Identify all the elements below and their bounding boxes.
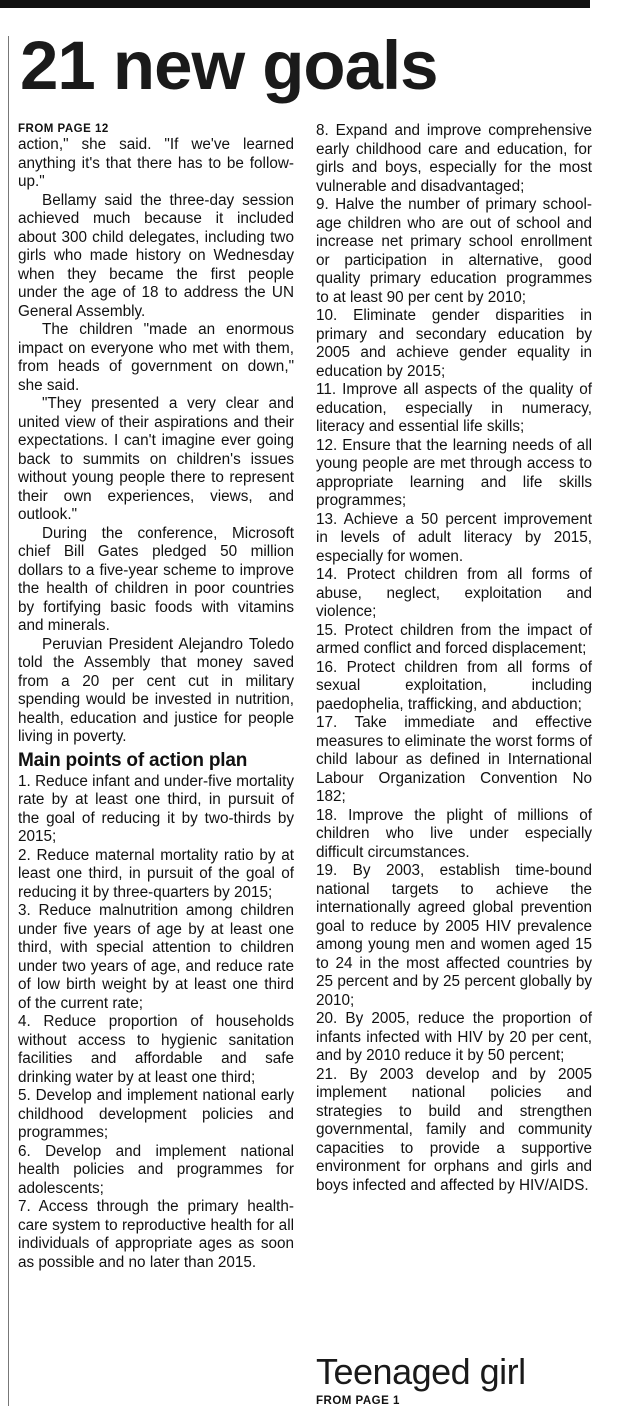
- action-point: 13. Achieve a 50 percent improvement in levels of adult literacy by 2015, especially for women.: [316, 510, 592, 565]
- article-paragraph: During the conference, Microsoft chief Bill Gates pledged 50 million dollars to a five-year scheme to improve the health of children in poor countries by fortifying basic foods with vitamins and minerals.: [18, 524, 294, 634]
- article-paragraph: "They presented a very clear and united view of their aspirations and their expectations. I can't imagine ever going back to summits on children's issues without young people there to represent their own experiences, views, and outlook.": [18, 395, 294, 523]
- action-point: 5. Develop and implement national early childhood development policies and programmes;: [18, 1087, 294, 1141]
- action-point: 20. By 2005, reduce the proportion of infants infected with HIV by 20 per cent, and by 2010 reduce it by 50 percent;: [316, 1010, 592, 1064]
- action-point: 3. Reduce malnutrition among children under five years of age by at least one third, with special attention to children under two years of age, and reduce rate of low birth weight by at least one third of the current rate;: [18, 902, 294, 1012]
- action-point: 12. Ensure that the learning needs of all young people are met through access to appropriate learning and life skills programmes;: [316, 436, 592, 509]
- action-point: 10. Eliminate gender disparities in primary and secondary education by 2005 and achieve gender equality in education by 2015;: [316, 307, 592, 380]
- action-point: 9. Halve the number of primary school-age children who are out of school and increase net primary school enrollment or participation in alternative, good quality primary education programmes to at least 90 per cent by 2010;: [316, 196, 592, 306]
- action-point: 11. Improve all aspects of the quality of education, especially in numeracy, literacy and essential life skills;: [316, 381, 592, 435]
- headline: 21 new goals: [20, 27, 438, 104]
- next-article-jump-label: FROM PAGE 1: [316, 1395, 400, 1407]
- action-point: 1. Reduce infant and under-five mortality rate by at least one third, in pursuit of the goal of reducing it by two-thirds by 2015;: [18, 772, 294, 845]
- action-point: 4. Reduce proportion of households without access to hygienic sanitation facilities and affordable and safe drinking water by at least one third;: [18, 1013, 294, 1086]
- left-column: [18, 122, 294, 1272]
- action-point: 18. Improve the plight of millions of children who live under especially difficult circumstances.: [316, 806, 592, 861]
- right-column: [316, 122, 592, 1195]
- action-point: 21. By 2003 develop and by 2005 implement national policies and strategies to build and strengthen governmental, family and community capacities to provide a supportive environment for orphans and girls and boys infected and affected by HIV/AIDS.: [316, 1065, 592, 1194]
- next-article-headline: Teenaged girl: [316, 1351, 526, 1392]
- article-paragraph: Bellamy said the three-day session achieved much because it included about 300 child delegates, including two girls who made history on Wednesday when they became the first people under the age of 18 to address the UN General Assembly.: [18, 191, 294, 320]
- article-paragraph: action," she said. "If we've learned anything it's that there has to be follow-up.": [18, 136, 294, 190]
- action-point: 17. Take immediate and effective measures to eliminate the worst forms of child labour as defined in International Labour Organization Convention No 182;: [316, 714, 592, 805]
- action-point: 6. Develop and implement national health policies and programmes for adolescents;: [18, 1142, 294, 1197]
- action-point: 15. Protect children from the impact of armed conflict and forced displacement;: [316, 621, 592, 657]
- action-point: 16. Protect children from all forms of sexual exploitation, including paedophelia, trafficking, and abduction;: [316, 658, 592, 713]
- top-rule: [0, 0, 590, 8]
- action-point: 8. Expand and improve comprehensive early childhood care and education, for girls and boys, especially for the most vulnerable and disadvantaged;: [316, 122, 592, 195]
- action-point: 2. Reduce maternal mortality ratio by at least one third, in pursuit of the goal of reducing it by three-quarters by 2015;: [18, 846, 294, 901]
- action-point: 19. By 2003, establish time-bound national targets to achieve the internationally agreed global prevention goal to reduce by 2005 HIV prevalence among young men and women aged 15 to 24 in the most affected countries by 25 percent and by 25 percent globally by 2010;: [316, 862, 592, 1009]
- jump-from-label: FROM PAGE 12: [18, 123, 109, 135]
- article-paragraph: The children "made an enormous impact on everyone who met with them, from heads of government on down," she said.: [18, 321, 294, 394]
- action-point: 14. Protect children from all forms of abuse, neglect, exploitation and violence;: [316, 566, 592, 620]
- article-paragraph: Peruvian President Alejandro Toledo told the Assembly that money saved from a 20 per cent cut in military spending would be invested in nutrition, health, education and justice for people living in poverty.: [18, 635, 294, 745]
- action-point: 7. Access through the primary health-care system to reproductive health for all individuals of appropriate ages as soon as possible and no later than 2015.: [18, 1198, 294, 1271]
- column-rule: [8, 36, 9, 1406]
- subheading: Main points of action plan: [18, 749, 248, 771]
